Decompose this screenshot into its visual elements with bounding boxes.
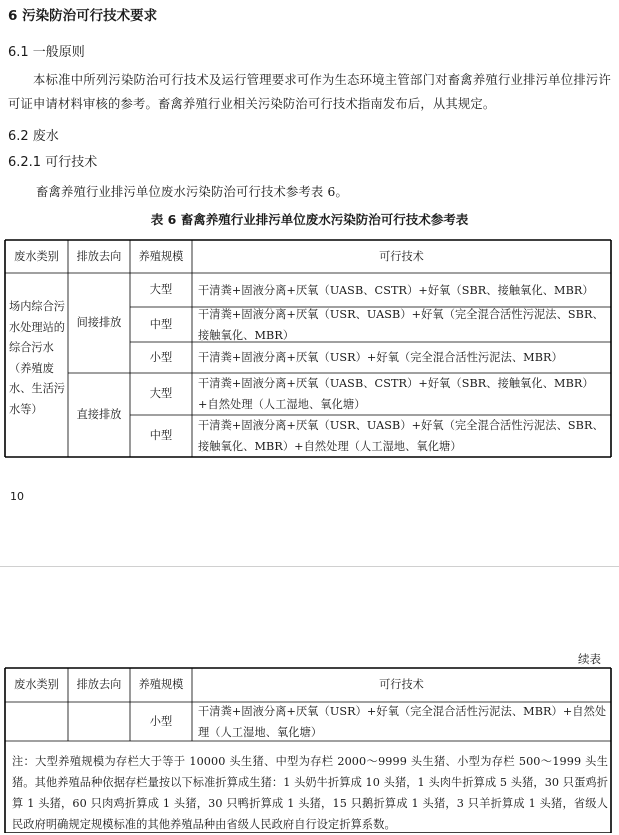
header-wastewater-type: 废水类别 [14,249,59,263]
table-row-tech: 干清粪+固液分离+厌氧（USR）+好氧（完全混合活性污泥法、MBR） [198,351,563,364]
page-separator [0,566,619,567]
continued-label: 续表 [578,652,601,666]
subsection-heading-general: 6.1 一般原则 [8,45,85,60]
table-row-scale: 中型 [149,429,173,442]
table-row-scale: 大型 [149,283,173,296]
table-note: 注：大型养殖规模为存栏大于等于 10000 头生猪、中型为存栏 2000～9999 头生猪、小型为存栏 500～1999 头生猪。其他养殖品种依据存栏量按以下标准折算成生猪：1 头奶牛折算成 10 头猪，1 头肉牛折算成 5 头猪，30 只蛋鸡折算 1 头猪，60 只肉鸡折算成 1 头猪，30 只鸭折算成 1 头猪，15 只鹅折算成 1 头猪，3 只羊折算成 1 头猪，省级人民政府明确规定规模标准的其他养殖品种由省级人民政府自行设定折算系数。 [12,755,608,831]
subsection-heading-feasible-tech: 6.2.1 可行技术 [8,155,98,170]
section-heading: 6 污染防治可行技术要求 [8,8,158,24]
header-wastewater-type: 废水类别 [14,678,59,691]
header-farm-scale: 养殖规模 [138,678,184,691]
table-row-scale: 小型 [149,350,173,364]
table-row-tech: 干清粪+固液分离+厌氧（USR）+好氧（完全混合活性污泥法、MBR）+自然处理（人工湿地、氧化塘） [198,704,607,739]
header-discharge-destination: 排放去向 [76,249,122,263]
table-row-scale: 中型 [149,317,173,331]
wastewater-category-cell: 场内综合污水处理站的综合污水（养殖废水、生活污水等） [9,300,65,416]
table-intro-text: 畜禽养殖行业排污单位废水污染防治可行技术参考表 6。 [36,185,349,199]
subsection-heading-wastewater: 6.2 废水 [8,129,59,144]
table-row-tech: 干清粪+固液分离+厌氧（UASB、CSTR）+好氧（SBR、接触氧化、MBR）+自然处理（人工湿地、氧化塘） [198,377,594,411]
destination-direct: 直接排放 [76,408,122,421]
header-discharge-destination: 排放去向 [76,678,122,691]
general-principle-paragraph: 本标准中所列污染防治可行技术及运行管理要求可作为生态环境主管部门对畜禽养殖行业排污单位排污许可证申请材料审核的参考。畜禽养殖行业相关污染防治可行技术指南发布后，从其规定。 [8,73,611,111]
table-row-tech: 干清粪+固液分离+厌氧（USR、UASB）+好氧（完全混合活性污泥法、SBR、接触氧化、MBR）+自然处理（人工湿地、氧化塘） [198,419,604,453]
table-row-scale: 小型 [149,714,173,728]
table-row-scale: 大型 [149,387,173,400]
table-caption: 表 6 畜禽养殖行业排污单位废水污染防治可行技术参考表 [150,212,469,227]
table-row-tech: 干清粪+固液分离+厌氧（UASB、CSTR）+好氧（SBR、接触氧化、MBR） [198,283,594,297]
table-row-tech: 干清粪+固液分离+厌氧（USR、UASB）+好氧（完全混合活性污泥法、SBR、接触氧化、MBR） [198,307,604,342]
header-feasible-technology: 可行技术 [379,249,424,263]
page-number: 10 [10,490,24,503]
header-feasible-technology: 可行技术 [379,678,424,691]
destination-indirect: 间接排放 [76,316,122,329]
header-farm-scale: 养殖规模 [138,249,184,263]
